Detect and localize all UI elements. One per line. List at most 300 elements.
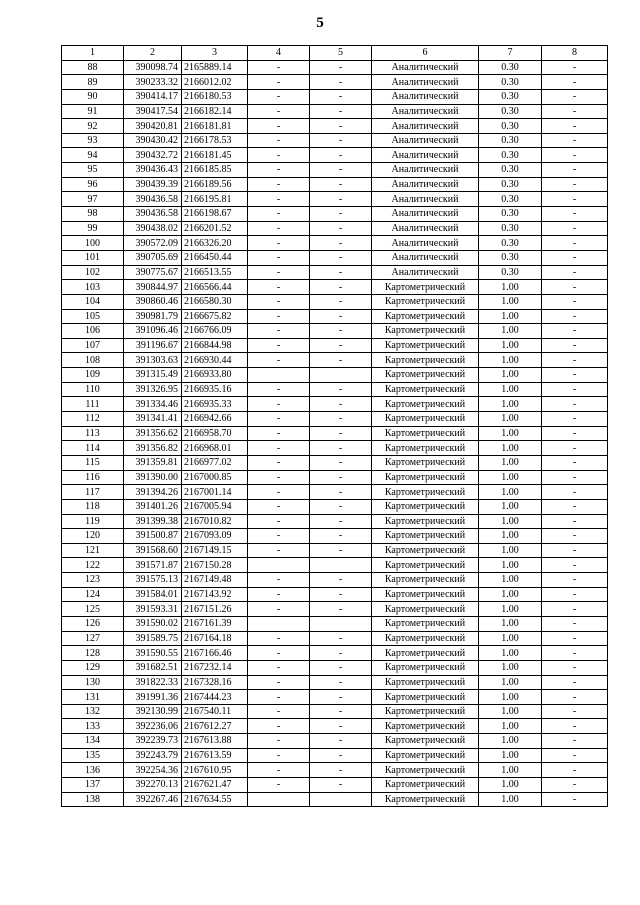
cell-point-number: 135 bbox=[62, 748, 124, 763]
cell-x-coordinate: 390439.39 bbox=[124, 177, 182, 192]
cell-point-number: 114 bbox=[62, 441, 124, 456]
cell-col-8: - bbox=[542, 558, 608, 573]
cell-col-5 bbox=[310, 792, 372, 807]
cell-col-5: - bbox=[310, 587, 372, 602]
cell-x-coordinate: 391326.95 bbox=[124, 382, 182, 397]
cell-method: Картометрический bbox=[372, 558, 479, 573]
cell-col-4: - bbox=[248, 602, 310, 617]
cell-x-coordinate: 392243.79 bbox=[124, 748, 182, 763]
cell-accuracy: 1.00 bbox=[479, 748, 542, 763]
table-row bbox=[62, 294, 608, 309]
cell-accuracy: 1.00 bbox=[479, 353, 542, 368]
column-header-7: 7 bbox=[479, 46, 542, 61]
cell-col-8: - bbox=[542, 499, 608, 514]
cell-point-number: 106 bbox=[62, 324, 124, 339]
cell-col-8: - bbox=[542, 89, 608, 104]
cell-col-4: - bbox=[248, 426, 310, 441]
cell-col-5: - bbox=[310, 441, 372, 456]
cell-col-5: - bbox=[310, 573, 372, 588]
cell-x-coordinate: 392254.36 bbox=[124, 763, 182, 778]
cell-y-coordinate: 2167149.48 bbox=[182, 573, 248, 588]
cell-col-4: - bbox=[248, 704, 310, 719]
cell-accuracy: 1.00 bbox=[479, 631, 542, 646]
cell-point-number: 117 bbox=[62, 485, 124, 500]
cell-y-coordinate: 2166195.81 bbox=[182, 192, 248, 207]
cell-col-5 bbox=[310, 368, 372, 383]
cell-point-number: 131 bbox=[62, 690, 124, 705]
cell-col-8: - bbox=[542, 324, 608, 339]
cell-col-4: - bbox=[248, 485, 310, 500]
table-row bbox=[62, 558, 608, 573]
cell-point-number: 92 bbox=[62, 119, 124, 134]
cell-col-4: - bbox=[248, 309, 310, 324]
cell-accuracy: 1.00 bbox=[479, 455, 542, 470]
cell-method: Аналитический bbox=[372, 163, 479, 178]
cell-point-number: 89 bbox=[62, 75, 124, 90]
cell-x-coordinate: 391590.55 bbox=[124, 646, 182, 661]
cell-y-coordinate: 2167612.27 bbox=[182, 719, 248, 734]
cell-y-coordinate: 2166181.81 bbox=[182, 119, 248, 134]
cell-accuracy: 1.00 bbox=[479, 309, 542, 324]
cell-point-number: 93 bbox=[62, 133, 124, 148]
cell-col-8: - bbox=[542, 207, 608, 222]
cell-point-number: 122 bbox=[62, 558, 124, 573]
table-row bbox=[62, 338, 608, 353]
cell-y-coordinate: 2166182.14 bbox=[182, 104, 248, 119]
cell-method: Картометрический bbox=[372, 353, 479, 368]
cell-point-number: 95 bbox=[62, 163, 124, 178]
table-row bbox=[62, 573, 608, 588]
cell-x-coordinate: 390775.67 bbox=[124, 265, 182, 280]
cell-accuracy: 1.00 bbox=[479, 514, 542, 529]
cell-method: Картометрический bbox=[372, 763, 479, 778]
cell-y-coordinate: 2167164.18 bbox=[182, 631, 248, 646]
cell-col-4: - bbox=[248, 646, 310, 661]
table-row bbox=[62, 324, 608, 339]
cell-point-number: 98 bbox=[62, 207, 124, 222]
cell-col-4: - bbox=[248, 163, 310, 178]
cell-col-4: - bbox=[248, 148, 310, 163]
table-row bbox=[62, 177, 608, 192]
cell-x-coordinate: 392236.06 bbox=[124, 719, 182, 734]
cell-x-coordinate: 391593.31 bbox=[124, 602, 182, 617]
cell-col-5: - bbox=[310, 631, 372, 646]
column-header-3: 3 bbox=[182, 46, 248, 61]
cell-col-5: - bbox=[310, 704, 372, 719]
cell-x-coordinate: 392239.73 bbox=[124, 734, 182, 749]
cell-col-5: - bbox=[310, 382, 372, 397]
cell-point-number: 128 bbox=[62, 646, 124, 661]
cell-col-8: - bbox=[542, 309, 608, 324]
cell-point-number: 102 bbox=[62, 265, 124, 280]
cell-col-5: - bbox=[310, 660, 372, 675]
table-row bbox=[62, 207, 608, 222]
cell-x-coordinate: 390432.72 bbox=[124, 148, 182, 163]
cell-col-4: - bbox=[248, 104, 310, 119]
cell-x-coordinate: 391682.51 bbox=[124, 660, 182, 675]
cell-accuracy: 1.00 bbox=[479, 324, 542, 339]
table-row bbox=[62, 485, 608, 500]
table-row bbox=[62, 470, 608, 485]
cell-col-5: - bbox=[310, 177, 372, 192]
cell-x-coordinate: 392130.99 bbox=[124, 704, 182, 719]
cell-x-coordinate: 390981.79 bbox=[124, 309, 182, 324]
cell-col-5: - bbox=[310, 778, 372, 793]
cell-x-coordinate: 391401.26 bbox=[124, 499, 182, 514]
cell-col-5: - bbox=[310, 470, 372, 485]
cell-y-coordinate: 2167010.82 bbox=[182, 514, 248, 529]
table-row bbox=[62, 309, 608, 324]
cell-col-4 bbox=[248, 558, 310, 573]
table-row bbox=[62, 60, 608, 75]
cell-accuracy: 0.30 bbox=[479, 163, 542, 178]
cell-col-5: - bbox=[310, 338, 372, 353]
cell-col-8: - bbox=[542, 104, 608, 119]
cell-point-number: 88 bbox=[62, 60, 124, 75]
cell-col-8: - bbox=[542, 426, 608, 441]
cell-col-8: - bbox=[542, 250, 608, 265]
cell-x-coordinate: 390705.69 bbox=[124, 250, 182, 265]
cell-col-8: - bbox=[542, 646, 608, 661]
cell-accuracy: 1.00 bbox=[479, 558, 542, 573]
table-row bbox=[62, 616, 608, 631]
cell-col-4: - bbox=[248, 587, 310, 602]
cell-accuracy: 1.00 bbox=[479, 602, 542, 617]
cell-method: Картометрический bbox=[372, 631, 479, 646]
cell-accuracy: 0.30 bbox=[479, 221, 542, 236]
cell-y-coordinate: 2167328.16 bbox=[182, 675, 248, 690]
cell-y-coordinate: 2166977.02 bbox=[182, 455, 248, 470]
cell-x-coordinate: 391394.26 bbox=[124, 485, 182, 500]
cell-y-coordinate: 2166181.45 bbox=[182, 148, 248, 163]
cell-y-coordinate: 2167610.95 bbox=[182, 763, 248, 778]
cell-accuracy: 0.30 bbox=[479, 89, 542, 104]
table-row bbox=[62, 104, 608, 119]
cell-col-5: - bbox=[310, 455, 372, 470]
cell-accuracy: 0.30 bbox=[479, 75, 542, 90]
column-header-5: 5 bbox=[310, 46, 372, 61]
cell-col-8: - bbox=[542, 265, 608, 280]
table-row bbox=[62, 631, 608, 646]
cell-method: Картометрический bbox=[372, 690, 479, 705]
cell-y-coordinate: 2167150.28 bbox=[182, 558, 248, 573]
column-header-8: 8 bbox=[542, 46, 608, 61]
cell-method: Аналитический bbox=[372, 133, 479, 148]
table-row bbox=[62, 133, 608, 148]
cell-y-coordinate: 2167093.09 bbox=[182, 529, 248, 544]
cell-col-4: - bbox=[248, 499, 310, 514]
cell-col-4: - bbox=[248, 294, 310, 309]
cell-method: Аналитический bbox=[372, 89, 479, 104]
cell-col-8: - bbox=[542, 397, 608, 412]
cell-method: Картометрический bbox=[372, 368, 479, 383]
cell-point-number: 134 bbox=[62, 734, 124, 749]
table-row bbox=[62, 690, 608, 705]
cell-col-4: - bbox=[248, 573, 310, 588]
cell-method: Картометрический bbox=[372, 616, 479, 631]
cell-col-4: - bbox=[248, 207, 310, 222]
cell-y-coordinate: 2166935.16 bbox=[182, 382, 248, 397]
table-row bbox=[62, 543, 608, 558]
cell-col-5: - bbox=[310, 353, 372, 368]
cell-col-8: - bbox=[542, 485, 608, 500]
cell-col-5: - bbox=[310, 221, 372, 236]
cell-y-coordinate: 2166930.44 bbox=[182, 353, 248, 368]
cell-col-4: - bbox=[248, 514, 310, 529]
cell-y-coordinate: 2166968.01 bbox=[182, 441, 248, 456]
cell-y-coordinate: 2167143.92 bbox=[182, 587, 248, 602]
cell-col-8: - bbox=[542, 587, 608, 602]
cell-col-5: - bbox=[310, 543, 372, 558]
cell-col-4: - bbox=[248, 89, 310, 104]
cell-point-number: 97 bbox=[62, 192, 124, 207]
cell-col-5 bbox=[310, 558, 372, 573]
column-header-2: 2 bbox=[124, 46, 182, 61]
cell-y-coordinate: 2167232.14 bbox=[182, 660, 248, 675]
cell-point-number: 99 bbox=[62, 221, 124, 236]
cell-x-coordinate: 390436.58 bbox=[124, 207, 182, 222]
cell-col-5: - bbox=[310, 763, 372, 778]
cell-col-4: - bbox=[248, 236, 310, 251]
cell-col-5: - bbox=[310, 133, 372, 148]
cell-method: Картометрический bbox=[372, 543, 479, 558]
cell-y-coordinate: 2166185.85 bbox=[182, 163, 248, 178]
cell-accuracy: 1.00 bbox=[479, 704, 542, 719]
cell-point-number: 113 bbox=[62, 426, 124, 441]
cell-accuracy: 1.00 bbox=[479, 397, 542, 412]
cell-y-coordinate: 2166178.53 bbox=[182, 133, 248, 148]
cell-col-4: - bbox=[248, 543, 310, 558]
table-row bbox=[62, 748, 608, 763]
cell-method: Аналитический bbox=[372, 192, 479, 207]
cell-x-coordinate: 391590.02 bbox=[124, 616, 182, 631]
cell-x-coordinate: 390844.97 bbox=[124, 280, 182, 295]
cell-col-4: - bbox=[248, 280, 310, 295]
table-row bbox=[62, 221, 608, 236]
cell-point-number: 107 bbox=[62, 338, 124, 353]
cell-y-coordinate: 2166513.55 bbox=[182, 265, 248, 280]
cell-x-coordinate: 391356.62 bbox=[124, 426, 182, 441]
cell-x-coordinate: 391991.36 bbox=[124, 690, 182, 705]
cell-col-4: - bbox=[248, 382, 310, 397]
cell-x-coordinate: 392270.13 bbox=[124, 778, 182, 793]
cell-col-8: - bbox=[542, 631, 608, 646]
cell-method: Картометрический bbox=[372, 734, 479, 749]
cell-method: Картометрический bbox=[372, 778, 479, 793]
cell-col-8: - bbox=[542, 455, 608, 470]
cell-col-4: - bbox=[248, 763, 310, 778]
cell-col-5: - bbox=[310, 485, 372, 500]
cell-y-coordinate: 2167005.94 bbox=[182, 499, 248, 514]
cell-point-number: 110 bbox=[62, 382, 124, 397]
cell-col-5: - bbox=[310, 514, 372, 529]
cell-y-coordinate: 2166189.56 bbox=[182, 177, 248, 192]
cell-method: Картометрический bbox=[372, 382, 479, 397]
table-row bbox=[62, 280, 608, 295]
cell-accuracy: 1.00 bbox=[479, 529, 542, 544]
cell-point-number: 104 bbox=[62, 294, 124, 309]
cell-method: Картометрический bbox=[372, 514, 479, 529]
table-row bbox=[62, 148, 608, 163]
cell-method: Картометрический bbox=[372, 294, 479, 309]
cell-col-8: - bbox=[542, 192, 608, 207]
cell-accuracy: 1.00 bbox=[479, 412, 542, 427]
cell-method: Аналитический bbox=[372, 104, 479, 119]
cell-x-coordinate: 390233.32 bbox=[124, 75, 182, 90]
cell-col-5: - bbox=[310, 734, 372, 749]
cell-method: Картометрический bbox=[372, 397, 479, 412]
cell-accuracy: 1.00 bbox=[479, 719, 542, 734]
cell-point-number: 101 bbox=[62, 250, 124, 265]
cell-method: Картометрический bbox=[372, 646, 479, 661]
cell-col-8: - bbox=[542, 280, 608, 295]
cell-col-5: - bbox=[310, 324, 372, 339]
cell-method: Аналитический bbox=[372, 250, 479, 265]
cell-col-5: - bbox=[310, 192, 372, 207]
cell-col-5: - bbox=[310, 499, 372, 514]
table-row bbox=[62, 89, 608, 104]
table-row bbox=[62, 412, 608, 427]
cell-col-8: - bbox=[542, 763, 608, 778]
cell-method: Картометрический bbox=[372, 660, 479, 675]
cell-col-4 bbox=[248, 368, 310, 383]
cell-accuracy: 1.00 bbox=[479, 338, 542, 353]
table-body bbox=[62, 60, 608, 807]
cell-col-4: - bbox=[248, 748, 310, 763]
cell-col-8: - bbox=[542, 704, 608, 719]
cell-col-4: - bbox=[248, 353, 310, 368]
table-row bbox=[62, 163, 608, 178]
table-row bbox=[62, 675, 608, 690]
cell-x-coordinate: 390098.74 bbox=[124, 60, 182, 75]
cell-x-coordinate: 391334.46 bbox=[124, 397, 182, 412]
cell-point-number: 109 bbox=[62, 368, 124, 383]
cell-x-coordinate: 391568.60 bbox=[124, 543, 182, 558]
cell-col-8: - bbox=[542, 338, 608, 353]
table-row bbox=[62, 426, 608, 441]
cell-col-5: - bbox=[310, 280, 372, 295]
cell-y-coordinate: 2167161.39 bbox=[182, 616, 248, 631]
cell-accuracy: 1.00 bbox=[479, 573, 542, 588]
cell-col-8: - bbox=[542, 441, 608, 456]
cell-col-5: - bbox=[310, 675, 372, 690]
cell-accuracy: 1.00 bbox=[479, 294, 542, 309]
cell-col-4 bbox=[248, 616, 310, 631]
cell-y-coordinate: 2166450.44 bbox=[182, 250, 248, 265]
cell-accuracy: 1.00 bbox=[479, 792, 542, 807]
cell-point-number: 96 bbox=[62, 177, 124, 192]
cell-point-number: 111 bbox=[62, 397, 124, 412]
cell-y-coordinate: 2166326.20 bbox=[182, 236, 248, 251]
cell-accuracy: 0.30 bbox=[479, 250, 542, 265]
cell-point-number: 136 bbox=[62, 763, 124, 778]
cell-col-8: - bbox=[542, 133, 608, 148]
cell-col-4: - bbox=[248, 412, 310, 427]
cell-col-5: - bbox=[310, 236, 372, 251]
cell-point-number: 138 bbox=[62, 792, 124, 807]
cell-accuracy: 1.00 bbox=[479, 499, 542, 514]
cell-col-4: - bbox=[248, 441, 310, 456]
cell-col-5: - bbox=[310, 163, 372, 178]
cell-y-coordinate: 2166844.98 bbox=[182, 338, 248, 353]
cell-method: Картометрический bbox=[372, 455, 479, 470]
cell-col-4: - bbox=[248, 690, 310, 705]
cell-col-5: - bbox=[310, 602, 372, 617]
cell-col-8: - bbox=[542, 660, 608, 675]
cell-col-8: - bbox=[542, 675, 608, 690]
cell-x-coordinate: 391575.13 bbox=[124, 573, 182, 588]
cell-accuracy: 0.30 bbox=[479, 192, 542, 207]
table-row bbox=[62, 704, 608, 719]
coordinates-table bbox=[61, 45, 608, 807]
cell-method: Аналитический bbox=[372, 148, 479, 163]
cell-accuracy: 1.00 bbox=[479, 646, 542, 661]
cell-y-coordinate: 2167149.15 bbox=[182, 543, 248, 558]
cell-accuracy: 1.00 bbox=[479, 382, 542, 397]
cell-x-coordinate: 390572.09 bbox=[124, 236, 182, 251]
cell-method: Аналитический bbox=[372, 177, 479, 192]
table-row bbox=[62, 792, 608, 807]
cell-col-5: - bbox=[310, 690, 372, 705]
cell-col-4: - bbox=[248, 470, 310, 485]
cell-point-number: 132 bbox=[62, 704, 124, 719]
table-row bbox=[62, 75, 608, 90]
table-row bbox=[62, 499, 608, 514]
table-row bbox=[62, 778, 608, 793]
cell-accuracy: 1.00 bbox=[479, 441, 542, 456]
cell-col-5: - bbox=[310, 104, 372, 119]
cell-x-coordinate: 391359.81 bbox=[124, 455, 182, 470]
cell-y-coordinate: 2166935.33 bbox=[182, 397, 248, 412]
cell-x-coordinate: 391500.87 bbox=[124, 529, 182, 544]
cell-point-number: 120 bbox=[62, 529, 124, 544]
cell-col-4: - bbox=[248, 397, 310, 412]
cell-col-8: - bbox=[542, 734, 608, 749]
table-row bbox=[62, 587, 608, 602]
table-row bbox=[62, 734, 608, 749]
cell-col-5: - bbox=[310, 309, 372, 324]
cell-col-8: - bbox=[542, 412, 608, 427]
column-header-4: 4 bbox=[248, 46, 310, 61]
cell-col-8: - bbox=[542, 294, 608, 309]
cell-col-4: - bbox=[248, 221, 310, 236]
cell-accuracy: 0.30 bbox=[479, 207, 542, 222]
cell-x-coordinate: 391822.33 bbox=[124, 675, 182, 690]
cell-col-5: - bbox=[310, 412, 372, 427]
cell-col-5: - bbox=[310, 426, 372, 441]
table-row bbox=[62, 763, 608, 778]
table-row bbox=[62, 602, 608, 617]
cell-point-number: 100 bbox=[62, 236, 124, 251]
cell-method: Аналитический bbox=[372, 119, 479, 134]
cell-col-4: - bbox=[248, 734, 310, 749]
cell-col-4: - bbox=[248, 75, 310, 90]
cell-accuracy: 1.00 bbox=[479, 660, 542, 675]
cell-method: Аналитический bbox=[372, 265, 479, 280]
cell-point-number: 115 bbox=[62, 455, 124, 470]
cell-method: Картометрический bbox=[372, 602, 479, 617]
cell-col-4: - bbox=[248, 631, 310, 646]
cell-x-coordinate: 390420.81 bbox=[124, 119, 182, 134]
cell-x-coordinate: 391196.67 bbox=[124, 338, 182, 353]
cell-col-5: - bbox=[310, 529, 372, 544]
cell-accuracy: 0.30 bbox=[479, 148, 542, 163]
cell-y-coordinate: 2167634.55 bbox=[182, 792, 248, 807]
cell-col-8: - bbox=[542, 163, 608, 178]
cell-accuracy: 1.00 bbox=[479, 280, 542, 295]
cell-method: Картометрический bbox=[372, 719, 479, 734]
cell-method: Картометрический bbox=[372, 573, 479, 588]
